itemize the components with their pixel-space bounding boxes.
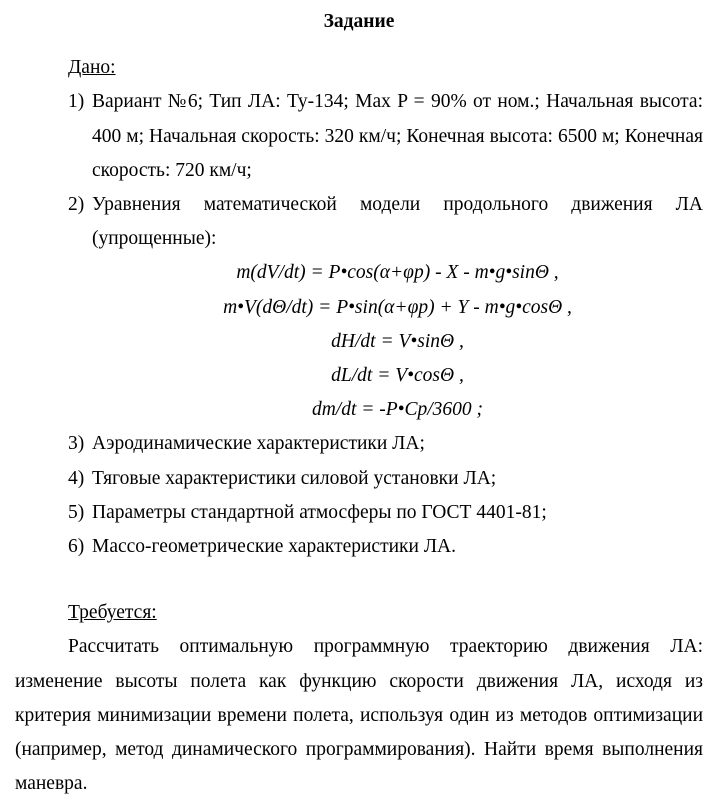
item-number: 1) bbox=[68, 91, 85, 113]
equation: dm/dt = -P•Cp/3600 ; bbox=[311, 399, 484, 421]
item-number: 4) bbox=[68, 467, 85, 489]
list-item bbox=[15, 496, 703, 530]
given-list-continued bbox=[15, 427, 703, 564]
given-list bbox=[15, 85, 703, 256]
required-heading: Требуется: bbox=[68, 602, 157, 624]
item-text: Тяговые характеристики силовой установки ЛА; bbox=[92, 467, 497, 489]
list-item bbox=[15, 462, 703, 496]
list-item bbox=[15, 427, 703, 461]
document-title: Задание bbox=[323, 11, 395, 32]
equation: dH/dt = V•sinΘ , bbox=[331, 330, 464, 352]
item-number: 5) bbox=[68, 501, 85, 523]
item-text: Вариант №6; Тип ЛА: Ту-134; Max P = 90% от ном.; Начальная высота: 400 м; Начальная скорость: 320 км/ч; Конечная высота: 6500 м; Конечная скорость: 720 км/ч; bbox=[92, 91, 703, 181]
item-text: Параметры стандартной атмосферы по ГОСТ 4401-81; bbox=[92, 501, 547, 523]
list-item bbox=[15, 188, 703, 256]
required-text: Рассчитать оптимальную программную траекторию движения ЛА: изменение высоты полета как функцию скорости движения ЛА, исходя из критерия минимизации времени полета, используя один из методов оптимизации (например, метод динамического программирования). Найти время выполнения маневра. bbox=[15, 636, 703, 795]
list-item bbox=[15, 85, 703, 188]
item-number: 3) bbox=[68, 433, 85, 455]
item-text: Уравнения математической модели продольного движения ЛА (упрощенные): bbox=[92, 194, 703, 250]
equations bbox=[15, 256, 703, 427]
item-text: Аэродинамические характеристики ЛА; bbox=[92, 433, 425, 455]
item-text: Массо-геометрические характеристики ЛА. bbox=[92, 536, 457, 558]
equation: m•V(dΘ/dt) = P•sin(α+φp) + Y - m•g•cosΘ , bbox=[223, 296, 572, 318]
equation: dL/dt = V•cosΘ , bbox=[331, 365, 464, 387]
item-number: 6) bbox=[68, 536, 85, 558]
equation: m(dV/dt) = P•cos(α+φp) - X - m•g•sinΘ , bbox=[236, 262, 559, 284]
item-number: 2) bbox=[68, 194, 85, 216]
given-heading: Дано: bbox=[68, 57, 116, 79]
spacer bbox=[15, 564, 703, 596]
list-item bbox=[15, 530, 703, 564]
